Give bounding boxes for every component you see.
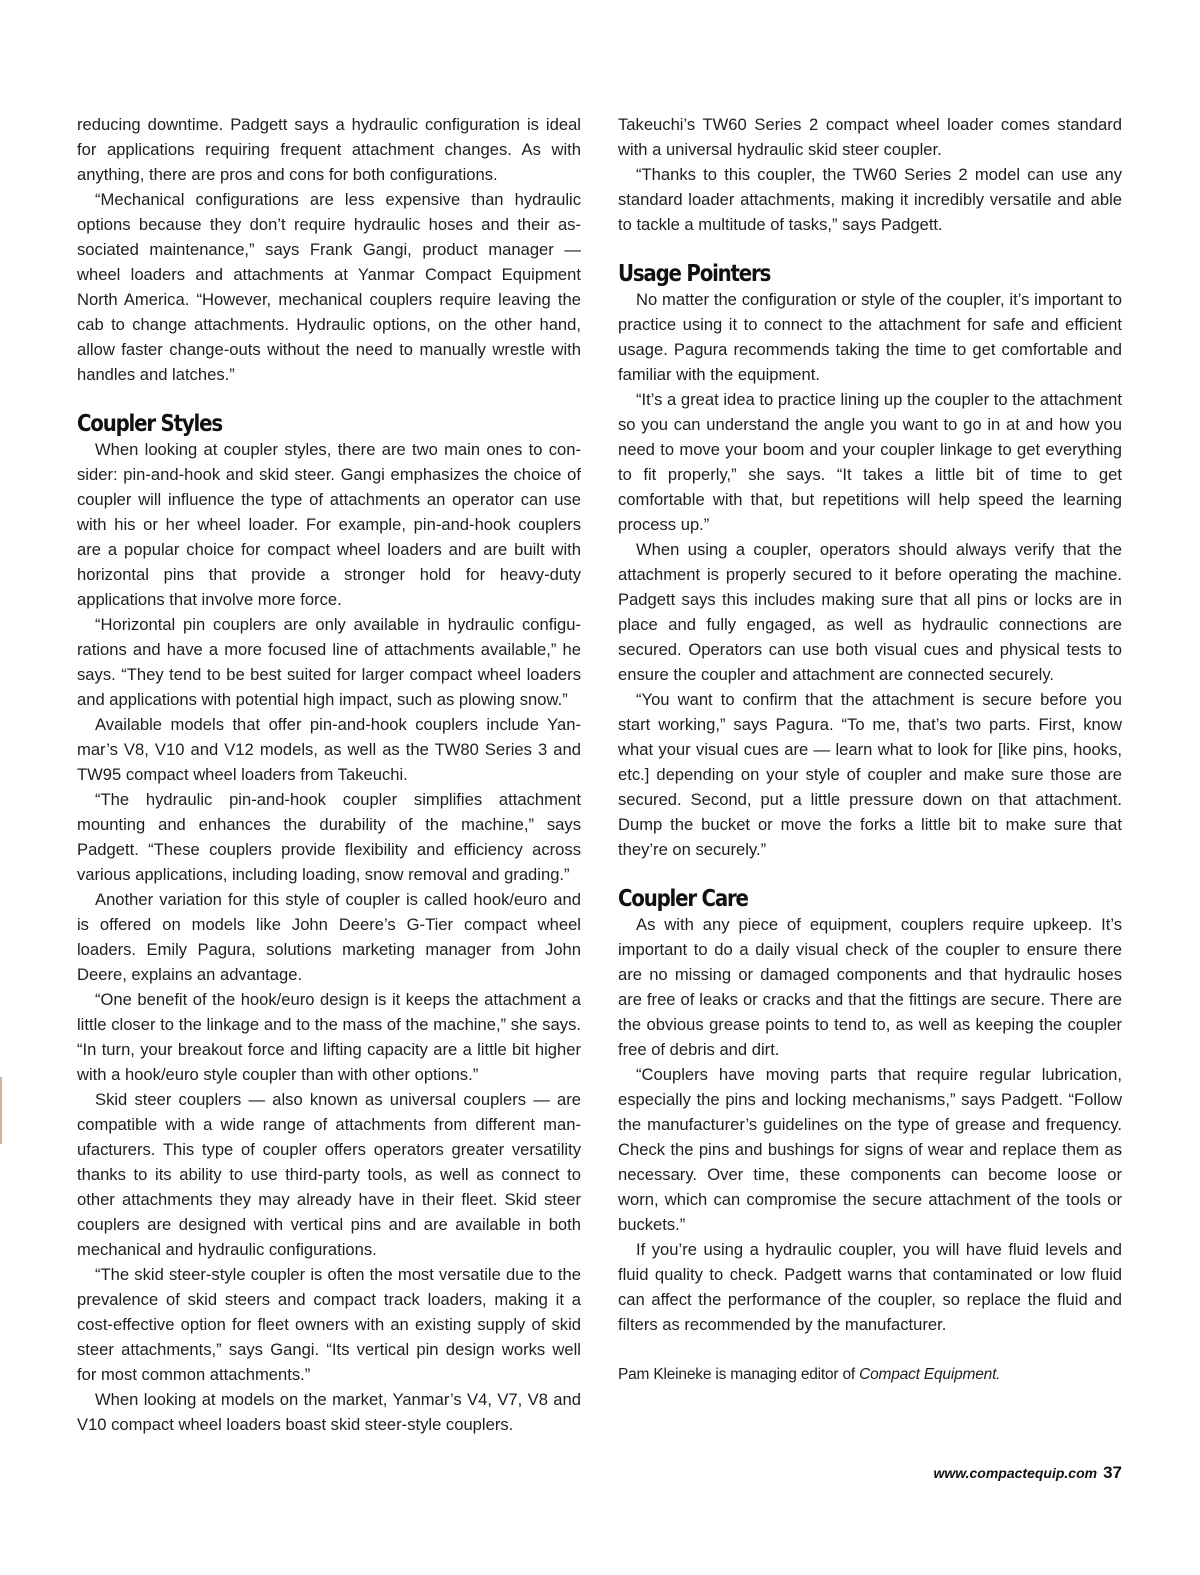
article-paragraph: “Thanks to this coupler, the TW60 Series 2 model can use any standard loader attachments, making it incredibly versatile and able to tackle a multitude of tasks,” says Padgett.: [618, 165, 1122, 234]
article-paragraph: If you’re using a hydraulic coupler, you will have fluid levels and fluid quality to check. Padgett warns that contaminated or low fluid can affect the performance of the coupler, so replace the fluid and filters as recommended by the manufacturer.: [618, 1240, 1122, 1334]
article-paragraph: “The skid steer-style coupler is often the most versatile due to the prevalence of skid steers and compact track loaders, making it a cost-effective option for fleet owners with an existing supply of skid steer attachments,” says Gangi. “Its vertical pin design works well for most common attachments.”: [77, 1265, 581, 1384]
article-paragraph: reducing downtime. Padgett says a hydraulic configuration is ideal for applications requiring frequent attachment changes. As with anything, there are pros and cons for both configurations.: [77, 115, 581, 184]
section-gap: [77, 387, 581, 412]
article-paragraph: “Couplers have moving parts that require regular lubrication, especially the pins and locking mechanisms,” says Padgett. “Follow the manufacturer’s guidelines on the type of grease and frequency. Check the pins and bushings for signs of wear and replace them as necessary. Over time, these components can become loose or worn, which can compromise the secure attachment of the tools or buckets.”: [618, 1065, 1122, 1234]
section-heading-coupler-care: Coupler Care: [618, 886, 748, 912]
article-paragraph: “Horizontal pin couplers are only available in hydraulic configurations and have a more focused line of attachments available,” he says. “They tend to be best suited for larger compact wheel loaders and applications with potential high impact, such as plowing snow.”: [77, 615, 581, 709]
author-byline: [618, 1362, 1122, 1387]
article-paragraph: When using a coupler, operators should always verify that the attachment is properly secured to it before operating the machine. Padgett says this includes making sure that all pins or locks are in place and fully engaged, as well as hydraulic connections are secured. Operators can use both visual cues and physical tests to ensure the coupler and attachment are connected securely.: [618, 540, 1122, 684]
article-paragraph: “Mechanical configurations are less expensive than hydraulic options because they don’t require hydraulic hoses and their associated maintenance,” says Frank Gangi, product manager — wheel loaders and attachments at Yanmar Compact Equipment North America. “However, mechanical couplers require leaving the cab to change attachments. Hydraulic options, on the other hand, allow faster change-outs without the need to manually wrestle with handles and latches.”: [77, 190, 581, 384]
article-paragraph: “The hydraulic pin-and-hook coupler simplifies attachment mounting and enhances the durability of the machine,” says Padgett. “These couplers provide flexibility and efficiency across various applications, including loading, snow removal and grading.”: [77, 790, 581, 884]
byline-text: Pam Kleineke is managing editor of: [618, 1366, 860, 1383]
section-gap: [618, 862, 1122, 887]
article-paragraph: “You want to confirm that the attachment is secure before you start working,” says Pagura. “To me, that’s two parts. First, know what your visual cues are — learn what to look for [like pins, hooks, etc.] depending on your style of coupler and make sure those are secured. Second, put a little pressure down on that attachment. Dump the bucket or move the forks a little bit to make sure that they’re on securely.”: [618, 690, 1122, 859]
article-paragraph: No matter the configuration or style of the coupler, it’s important to practice using it to connect to the attachment for safe and efficient usage. Pagura recommends taking the time to get comfortable and familiar with the equipment.: [618, 290, 1122, 384]
page-number: 37: [1103, 1463, 1122, 1482]
section-heading-coupler-styles: Coupler Styles: [77, 411, 222, 437]
article-paragraph: Skid steer couplers — also known as universal couplers — are compatible with a wide range of attachments from different manufacturers. This type of coupler offers operators greater versatility thanks to its ability to use third-party tools, as well as connect to other attachments they may already have in their fleet. Skid steer couplers are designed with vertical pins and are available in both mechanical and hydraulic configurations.: [77, 1090, 581, 1259]
article-paragraph: “One benefit of the hook/euro design is it keeps the attachment a little closer to the linkage and to the mass of the machine,” she says. “In turn, your breakout force and lifting capacity are a little bit higher with a hook/euro style coupler than with other options.”: [77, 990, 581, 1084]
article-paragraph: Another variation for this style of coupler is called hook/euro and is offered on models like John Deere’s G-Tier compact wheel loaders. Emily Pagura, solutions marketing manager from John Deere, explains an advantage.: [77, 890, 581, 984]
byline-publication: Compact Equipment.: [859, 1366, 1001, 1383]
right-column: [618, 112, 1122, 1387]
page-edge-mark: [0, 1077, 2, 1144]
article-paragraph: When looking at models on the market, Yanmar’s V4, V7, V8 and V10 compact wheel loaders boast skid steer-style couplers.: [77, 1390, 581, 1434]
left-column: [77, 112, 581, 1437]
section-heading-usage-pointers: Usage Pointers: [618, 261, 771, 287]
article-paragraph: When looking at coupler styles, there are two main ones to consider: pin-and-hook and skid steer. Gangi emphasizes the choice of coupler will influence the type of attachments an operator can use with his or her wheel loader. For example, pin-and-hook couplers are a popular choice for compact wheel loaders and are built with horizontal pins that provide a stronger hold for heavy-duty applications that involve more force.: [77, 440, 581, 609]
section-gap: [618, 237, 1122, 262]
footer-url: www.compactequip.com: [933, 1465, 1098, 1481]
article-paragraph: As with any piece of equipment, couplers require upkeep. It’s important to do a daily visual check of the coupler to ensure there are no missing or damaged components and that hydraulic hoses are free of leaks or cracks and that the fittings are secure. There are the obvious grease points to tend to, as well as keeping the coupler free of debris and dirt.: [618, 915, 1122, 1059]
page-footer: [900, 1463, 1122, 1483]
article-paragraph: Available models that offer pin-and-hook couplers include Yanmar’s V8, V10 and V12 models, as well as the TW80 Series 3 and TW95 compact wheel loaders from Takeuchi.: [77, 715, 581, 784]
article-paragraph: Takeuchi’s TW60 Series 2 compact wheel loader comes standard with a universal hydraulic skid steer coupler.: [618, 115, 1122, 159]
article-paragraph: “It’s a great idea to practice lining up the coupler to the attachment so you can understand the angle you want to go in at and how you need to move your boom and your coupler linkage to get everything to fit properly,” she says. “It takes a little bit of time to get comfortable with that, but repetitions will help speed the learning process up.”: [618, 390, 1122, 534]
